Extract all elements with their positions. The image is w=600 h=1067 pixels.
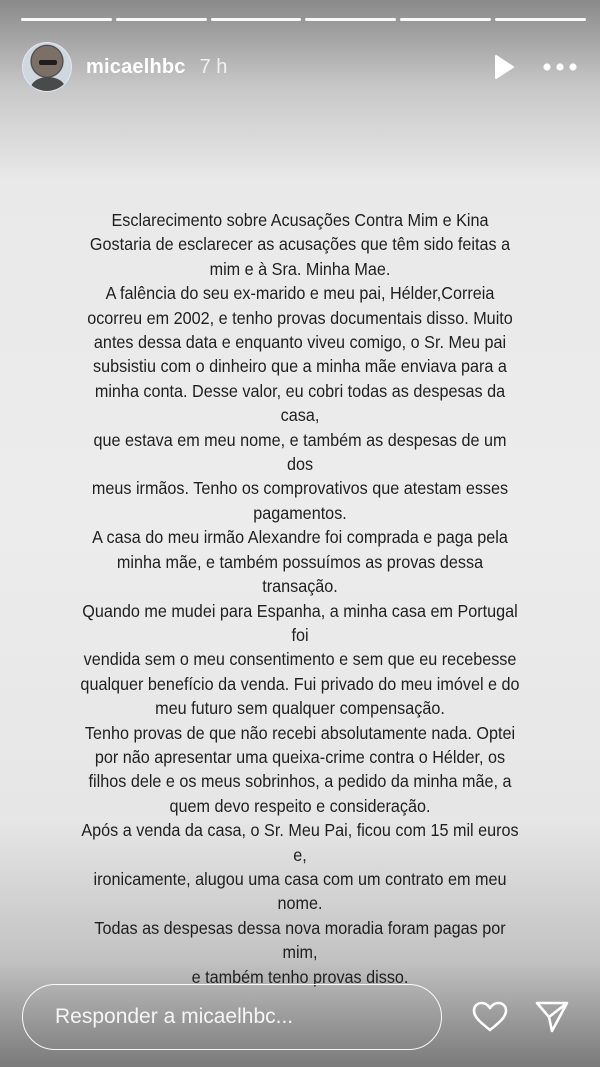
story-line: antes dessa data e enquanto viveu comigo, o Sr. Meu pai	[93, 332, 507, 353]
story-progress-bar	[21, 18, 586, 21]
story-line: A falência do seu ex-marido e meu pai, Hélder,Correia	[105, 283, 495, 304]
story-line: A casa do meu irmão Alexandre foi comprada e paga pela	[92, 527, 508, 548]
story-line: Todas as despesas dessa nova moradia foram pagas por mim,	[94, 917, 506, 963]
progress-segment	[21, 18, 112, 21]
story-line: e também tenho provas disso.	[191, 966, 409, 987]
story-line: vendida sem o meu consentimento e sem que eu recebesse	[83, 649, 517, 670]
story-line: que estava em meu nome, e também as despesas de um dos	[93, 429, 507, 475]
time-ago: 7 h	[199, 55, 228, 78]
story-line: Quando me mudei para Espanha, a minha casa em Portugal foi	[82, 600, 518, 645]
heart-icon[interactable]	[470, 997, 510, 1037]
avatar-glasses	[39, 60, 57, 65]
story-line: por não apresentar uma queixa-crime contra o Hélder, os	[94, 746, 506, 767]
progress-segment	[116, 18, 207, 21]
progress-segment	[400, 18, 491, 21]
story-line: meus irmãos. Tenho os comprovativos que atestam esses	[91, 478, 509, 499]
story-line: minha conta. Desse valor, eu cobri todas as despesas da casa,	[94, 380, 506, 426]
avatar[interactable]	[22, 42, 72, 92]
story-line: minha mãe, e também possuímos as provas dessa transação.	[116, 551, 484, 597]
story-line: nome.	[277, 893, 323, 914]
story-text	[79, 208, 521, 989]
story-line: Após a venda da casa, o Sr. Meu Pai, ficou com 15 mil euros e,	[81, 820, 519, 865]
story-line: filhos dele e os meus sobrinhos, a pedido da minha mãe, a	[88, 771, 512, 792]
progress-segment	[305, 18, 396, 21]
story-line: ironicamente, alugou uma casa com um contrato em meu	[93, 868, 507, 889]
story-line: meu futuro sem qualquer compensação.	[155, 698, 445, 719]
progress-segment	[495, 18, 586, 21]
story-line: Tenho provas de que não recebi absolutamente nada. Optei	[84, 722, 516, 743]
send-icon[interactable]	[532, 997, 572, 1037]
story-line: Esclarecimento sobre Acusações Contra Mim e Kina	[111, 210, 489, 230]
story-line: quem devo respeito e consideração.	[169, 795, 431, 816]
username[interactable]: micaelhbc	[86, 55, 186, 78]
story-footer	[22, 983, 578, 1051]
progress-segment	[211, 18, 302, 21]
story-line: ocorreu em 2002, e tenho provas documentais disso. Muito	[87, 307, 513, 328]
story-line: Gostaria de esclarecer as acusações que têm sido feitas a	[89, 234, 511, 255]
story-header	[22, 41, 578, 93]
story-line: qualquer benefício da venda. Fui privado do meu imóvel e do	[80, 673, 520, 694]
story-line: subsistiu com o dinheiro que a minha mãe enviava para a	[93, 356, 507, 377]
story-line: pagamentos.	[253, 502, 347, 523]
more-icon[interactable]	[542, 53, 578, 81]
story-line: mim e à Sra. Minha Mae.	[209, 258, 391, 279]
reply-input[interactable]	[22, 984, 442, 1050]
play-icon[interactable]	[490, 53, 518, 81]
avatar-body	[31, 77, 65, 92]
reply-placeholder: Responder a micaelhbc...	[55, 1005, 294, 1028]
